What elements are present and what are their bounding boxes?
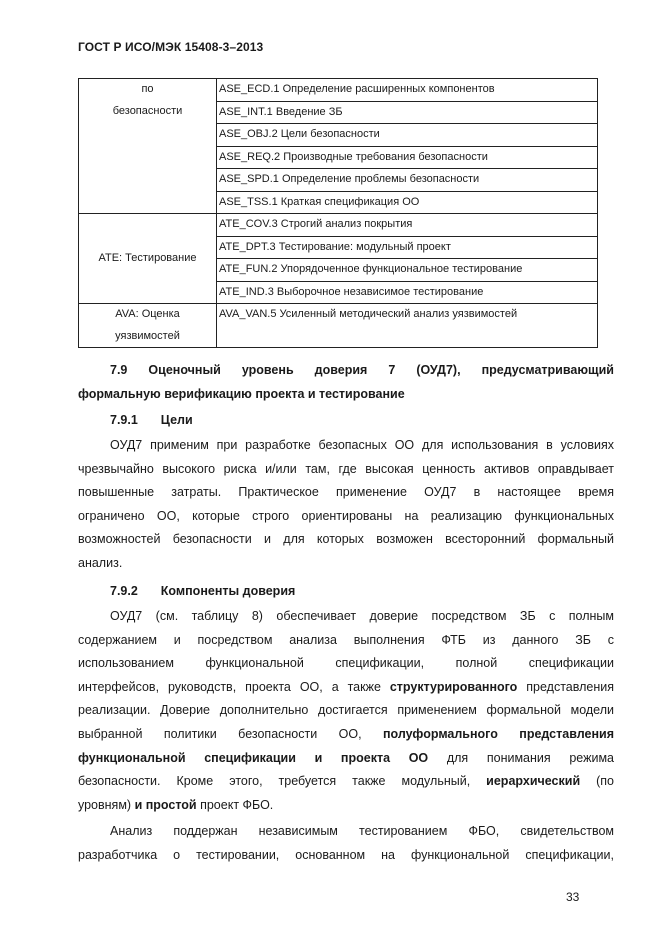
text-line: чрезвычайно высокого риска и/или там, где высокая ценность активов оправдывает [78, 461, 614, 476]
requirements-table [78, 78, 598, 348]
text-line [78, 747, 614, 771]
assurance-component-cell: ATE_FUN.2 Упорядоченное функциональное тестирование [217, 259, 598, 282]
text-line: содержанием и посредством анализа выполнения ФТБ из данного ЗБ с [78, 632, 614, 647]
text-run: уровням) [78, 797, 135, 812]
text-line [78, 676, 614, 700]
section-7-9-heading-line1 [78, 359, 614, 383]
assurance-component-cell: ATE_IND.3 Выборочное независимое тестирование [217, 281, 598, 304]
text-line: возможностей безопасности и для которых возможен всесторонний формальный [78, 532, 614, 547]
text-run: представления [517, 679, 614, 694]
text-run: безопасности. Кроме этого, требуется также модульный, [78, 774, 487, 789]
text-run: выбранной политики безопасности ОО, [78, 726, 383, 741]
heading-word: 7.9 [110, 363, 128, 377]
text-line [78, 723, 614, 747]
text-line: ограничено ОО, которые строго ориентированы на реализацию функциональных [78, 508, 614, 523]
assurance-component-cell: AVA_VAN.5 Усиленный методический анализ уязвимостей [217, 304, 598, 348]
section-7-9-2-paragraph-1 [78, 605, 614, 817]
table-row [79, 304, 598, 348]
section-7-9-2-paragraph-2 [78, 820, 614, 867]
text-line: использованием функциональной спецификации, полной спецификации [78, 656, 614, 671]
standard-header: ГОСТ Р ИСО/МЭК 15408-3–2013 [78, 40, 264, 54]
text-run: для понимания режима [428, 750, 614, 765]
bold-run: иерархический [486, 774, 581, 789]
text-line [78, 794, 614, 818]
text-line [78, 770, 614, 794]
section-7-9-1-paragraph [78, 434, 614, 576]
assurance-component-cell: ATE_COV.3 Строгий анализ покрытия [217, 214, 598, 237]
section-7-9-1-title: Цели [160, 413, 193, 427]
section-7-9-1-heading [78, 409, 646, 433]
assurance-component-cell: ASE_REQ.2 Производные требования безопасности [217, 146, 598, 169]
section-7-9-heading [78, 359, 614, 406]
heading-word: Оценочный [148, 363, 221, 377]
assurance-class-cell [79, 304, 217, 348]
section-7-9-2-heading [78, 580, 646, 604]
assurance-class-label: ATE: Тестирование [98, 251, 197, 264]
text-run: (по [580, 774, 615, 789]
text-line: реализации. Доверие дополнительно достигается применением формальной модели [78, 703, 614, 718]
text-run: интерфейсов, руководств, проекта ОО, а также [78, 679, 390, 694]
bold-run: и простой [134, 797, 197, 812]
assurance-class-cell [79, 79, 217, 214]
page-number: 33 [566, 890, 580, 904]
assurance-component-cell: ASE_OBJ.2 Цели безопасности [217, 124, 598, 147]
assurance-component-cell: ASE_ECD.1 Определение расширенных компонентов [217, 79, 598, 102]
assurance-component-cell: ASE_SPD.1 Определение проблемы безопасности [217, 169, 598, 192]
text-line: Анализ поддержан независимым тестированием ФБО, свидетельством [110, 824, 614, 838]
assurance-component-cell: ASE_INT.1 Введение ЗБ [217, 101, 598, 124]
section-7-9-1-number: 7.9.1 [110, 413, 138, 427]
text-run: проект ФБО. [196, 797, 274, 812]
assurance-class-label: безопасности [112, 104, 183, 117]
bold-run: полуформального представления [383, 726, 614, 741]
assurance-class-label: уязвимостей [115, 329, 180, 342]
text-line: анализ. [78, 555, 123, 570]
heading-word: (ОУД7), [416, 363, 461, 377]
table-row [79, 214, 598, 237]
assurance-class-cell [79, 214, 217, 304]
text-line: разработчика о тестировании, основанном на функциональной спецификации, [78, 847, 614, 862]
text-line: повышенные затраты. Практическое применение ОУД7 в настоящее время [78, 485, 614, 500]
heading-word: доверия [314, 363, 368, 377]
assurance-class-label: AVA: Оценка [115, 308, 180, 320]
table-row [79, 79, 598, 102]
assurance-class-label: по [141, 83, 154, 95]
bold-run: функциональной спецификации и проекта ОО [78, 750, 429, 765]
assurance-component-cell: ASE_TSS.1 Краткая спецификация ОО [217, 191, 598, 214]
section-7-9-2-number: 7.9.2 [110, 584, 138, 598]
text-line: ОУД7 применим при разработке безопасных ОО для использования в условиях [110, 438, 614, 452]
bold-run: структурированного [389, 679, 518, 694]
section-7-9-heading-line2: формальную верификацию проекта и тестирование [78, 386, 405, 401]
section-7-9-2-title: Компоненты доверия [160, 584, 296, 598]
heading-word: уровень [241, 363, 294, 377]
assurance-component-cell: ATE_DPT.3 Тестирование: модульный проект [217, 236, 598, 259]
heading-word: предусматривающий [481, 363, 614, 377]
heading-word: 7 [388, 363, 396, 377]
text-line: ОУД7 (см. таблицу 8) обеспечивает доверие посредством ЗБ с полным [110, 609, 614, 623]
